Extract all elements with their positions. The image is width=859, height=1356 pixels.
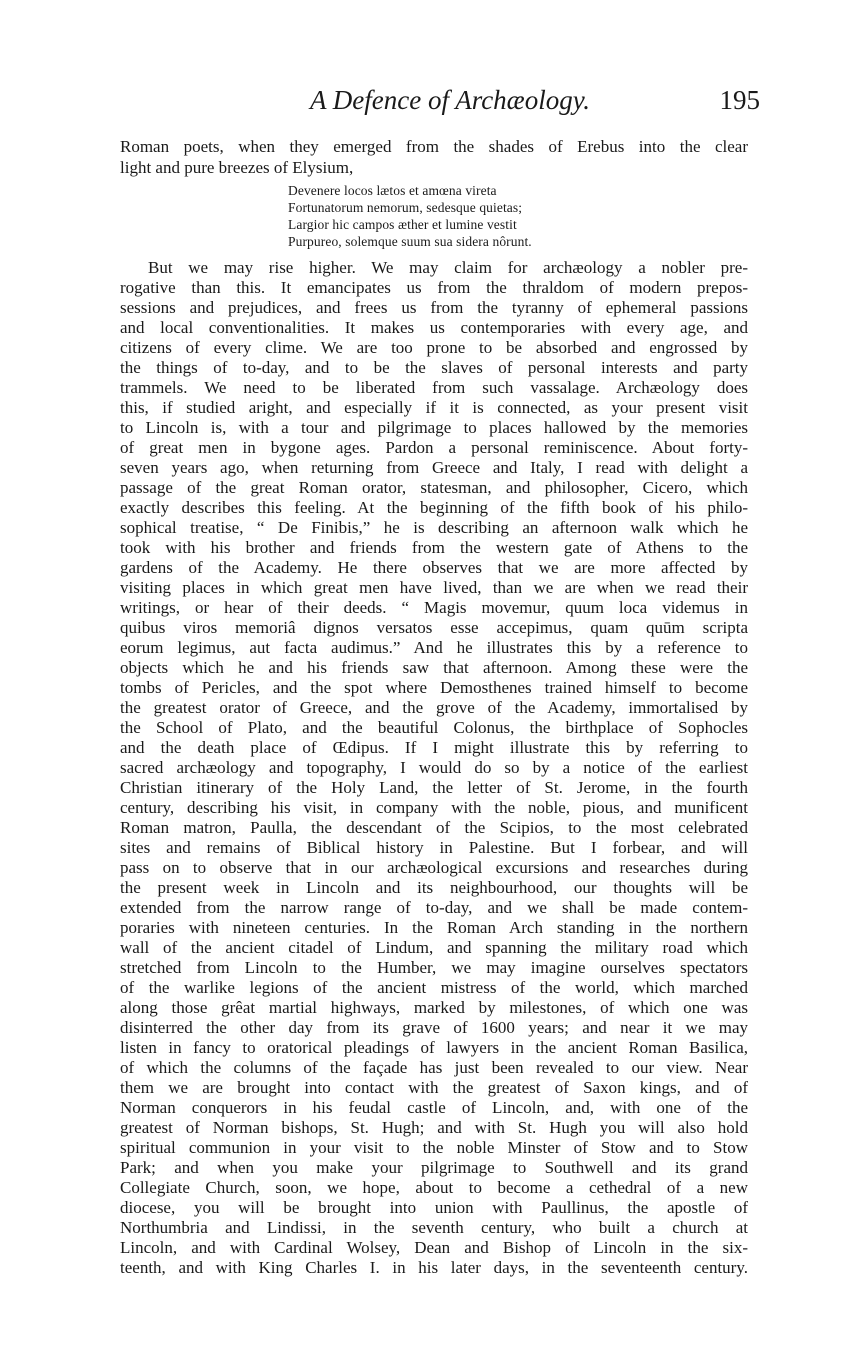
paragraph-line: eorum legimus, aut facta audimus.” And he illustrates this by a reference to <box>120 638 748 657</box>
paragraph-line: quibus viros memoriâ dignos versatos esse accepimus, quam quūm scripta <box>120 618 748 637</box>
paragraph-line: diocese, you will be brought into union with Paullinus, the apostle of <box>120 1198 748 1217</box>
paragraph-line: disinterred the other day from its grave of 1600 years; and near it we may <box>120 1018 748 1037</box>
paragraph-line: the School of Plato, and the beautiful Colonus, the birthplace of Sophocles <box>120 718 748 737</box>
paragraph-line: Lincoln, and with Cardinal Wolsey, Dean and Bishop of Lincoln in the six- <box>120 1238 748 1257</box>
paragraph-line: of the warlike legions of the ancient mistress of the world, which marched <box>120 978 748 997</box>
running-title: A Defence of Archæology. <box>310 85 590 115</box>
paragraph-line: the greatest orator of Greece, and the grove of the Academy, immortalised by <box>120 698 748 717</box>
paragraph-line: exactly describes this feeling. At the beginning of the fifth book of his philo- <box>120 498 748 517</box>
paragraph-line: visiting places in which great men have lived, than we are when we read their <box>120 578 748 597</box>
paragraph-line: greatest of Norman bishops, St. Hugh; and with St. Hugh you will also hold <box>120 1118 748 1137</box>
paragraph-line: stretched from Lincoln to the Humber, we may imagine ourselves spectators <box>120 958 748 977</box>
paragraph-line: listen in fancy to oratorical pleadings of lawyers in the ancient Roman Basilica, <box>120 1038 748 1057</box>
paragraph-line: citizens of every clime. We are too prone to be absorbed and engrossed by <box>120 338 748 357</box>
verse-line: Devenere locos lætos et amœna vireta <box>288 183 497 198</box>
paragraph-line: sessions and prejudices, and frees us from the tyranny of ephemeral passions <box>120 298 748 317</box>
paragraph-line: trammels. We need to be liberated from such vassalage. Archæology does <box>120 378 748 397</box>
paragraph-line: rogative than this. It emancipates us from the thraldom of modern prepos- <box>120 278 748 297</box>
paragraph-line: the things of to-day, and to be the slaves of personal interests and party <box>120 358 748 377</box>
paragraph-line: them we are brought into contact with the greatest of Saxon kings, and of <box>120 1078 748 1097</box>
paragraph-first-line: But we may rise higher. We may claim for archæology a nobler pre- <box>148 258 748 277</box>
paragraph-line: gardens of the Academy. He there observes that we are more affected by <box>120 558 748 577</box>
paragraph-line: Northumbria and Lindissi, in the seventh century, who built a church at <box>120 1218 748 1237</box>
intro-line: Roman poets, when they emerged from the shades of Erebus into the clear <box>120 137 748 156</box>
paragraph-line: took with his brother and friends from the western gate of Athens to the <box>120 538 748 557</box>
paragraph-line: Christian itinerary of the Holy Land, the letter of St. Jerome, in the fourth <box>120 778 748 797</box>
paragraph-line: the present week in Lincoln and its neighbourhood, our thoughts will be <box>120 878 748 897</box>
paragraph-line: and the death place of Œdipus. If I might illustrate this by referring to <box>120 738 748 757</box>
paragraph-line: Roman matron, Paulla, the descendant of the Scipios, to the most celebrated <box>120 818 748 837</box>
paragraph-line: Park; and when you make your pilgrimage to Southwell and its grand <box>120 1158 748 1177</box>
paragraph-line: pass on to observe that in our archæological excursions and researches during <box>120 858 748 877</box>
paragraph-last-line: teenth, and with King Charles I. in his later days, in the seventeenth century. <box>120 1258 748 1277</box>
paragraph-line: tombs of Pericles, and the spot where Demosthenes trained himself to become <box>120 678 748 697</box>
paragraph-line: passage of the great Roman orator, statesman, and philosopher, Cicero, which <box>120 478 748 497</box>
page-number: 195 <box>719 85 760 115</box>
paragraph-line: along those grêat martial highways, marked by milestones, of which one was <box>120 998 748 1017</box>
paragraph-line: sites and remains of Biblical history in Palestine. But I forbear, and will <box>120 838 748 857</box>
paragraph-line: of great men in bygone ages. Pardon a personal reminiscence. About forty- <box>120 438 748 457</box>
paragraph-line: sophical treatise, “ De Finibis,” he is describing an afternoon walk which he <box>120 518 748 537</box>
paragraph-line: writings, or hear of their deeds. “ Magis movemur, quum loca videmus in <box>120 598 748 617</box>
paragraph-line: of which the columns of the façade has just been revealed to our view. Near <box>120 1058 748 1077</box>
paragraph-line: spiritual communion in your visit to the noble Minster of Stow and to Stow <box>120 1138 748 1157</box>
paragraph-line: wall of the ancient citadel of Lindum, and spanning the military road which <box>120 938 748 957</box>
verse-line: Fortunatorum nemorum, sedesque quietas; <box>288 200 523 215</box>
paragraph-line: Norman conquerors in his feudal castle of Lincoln, and, with one of the <box>120 1098 748 1117</box>
paragraph-line: extended from the narrow range of to-day, and we shall be made contem- <box>120 898 748 917</box>
paragraph-line: this, if studied aright, and especially if it is connected, as your present visit <box>120 398 748 417</box>
paragraph-line: and local conventionalities. It makes us contemporaries with every age, and <box>120 318 748 337</box>
paragraph-line: seven years ago, when returning from Greece and Italy, I read with delight a <box>120 458 748 477</box>
paragraph-line: Collegiate Church, soon, we hope, about to become a cethedral of a new <box>120 1178 748 1197</box>
verse-line: Largior hic campos æther et lumine vestit <box>288 217 517 232</box>
verse-line: Purpureo, solemque suum sua sidera nôrunt. <box>288 234 532 249</box>
intro-line: light and pure breezes of Elysium, <box>120 158 354 177</box>
paragraph-line: objects which he and his friends saw that afternoon. Among these were the <box>120 658 748 677</box>
paragraph-line: sacred archæology and topography, I would do so by a notice of the earliest <box>120 758 748 777</box>
paragraph-line: poraries with nineteen centuries. In the Roman Arch standing in the northern <box>120 918 748 937</box>
paragraph-line: to Lincoln is, with a tour and pilgrimage to places hallowed by the memories <box>120 418 748 437</box>
paragraph-line: century, describing his visit, in company with the noble, pious, and munificent <box>120 798 748 817</box>
